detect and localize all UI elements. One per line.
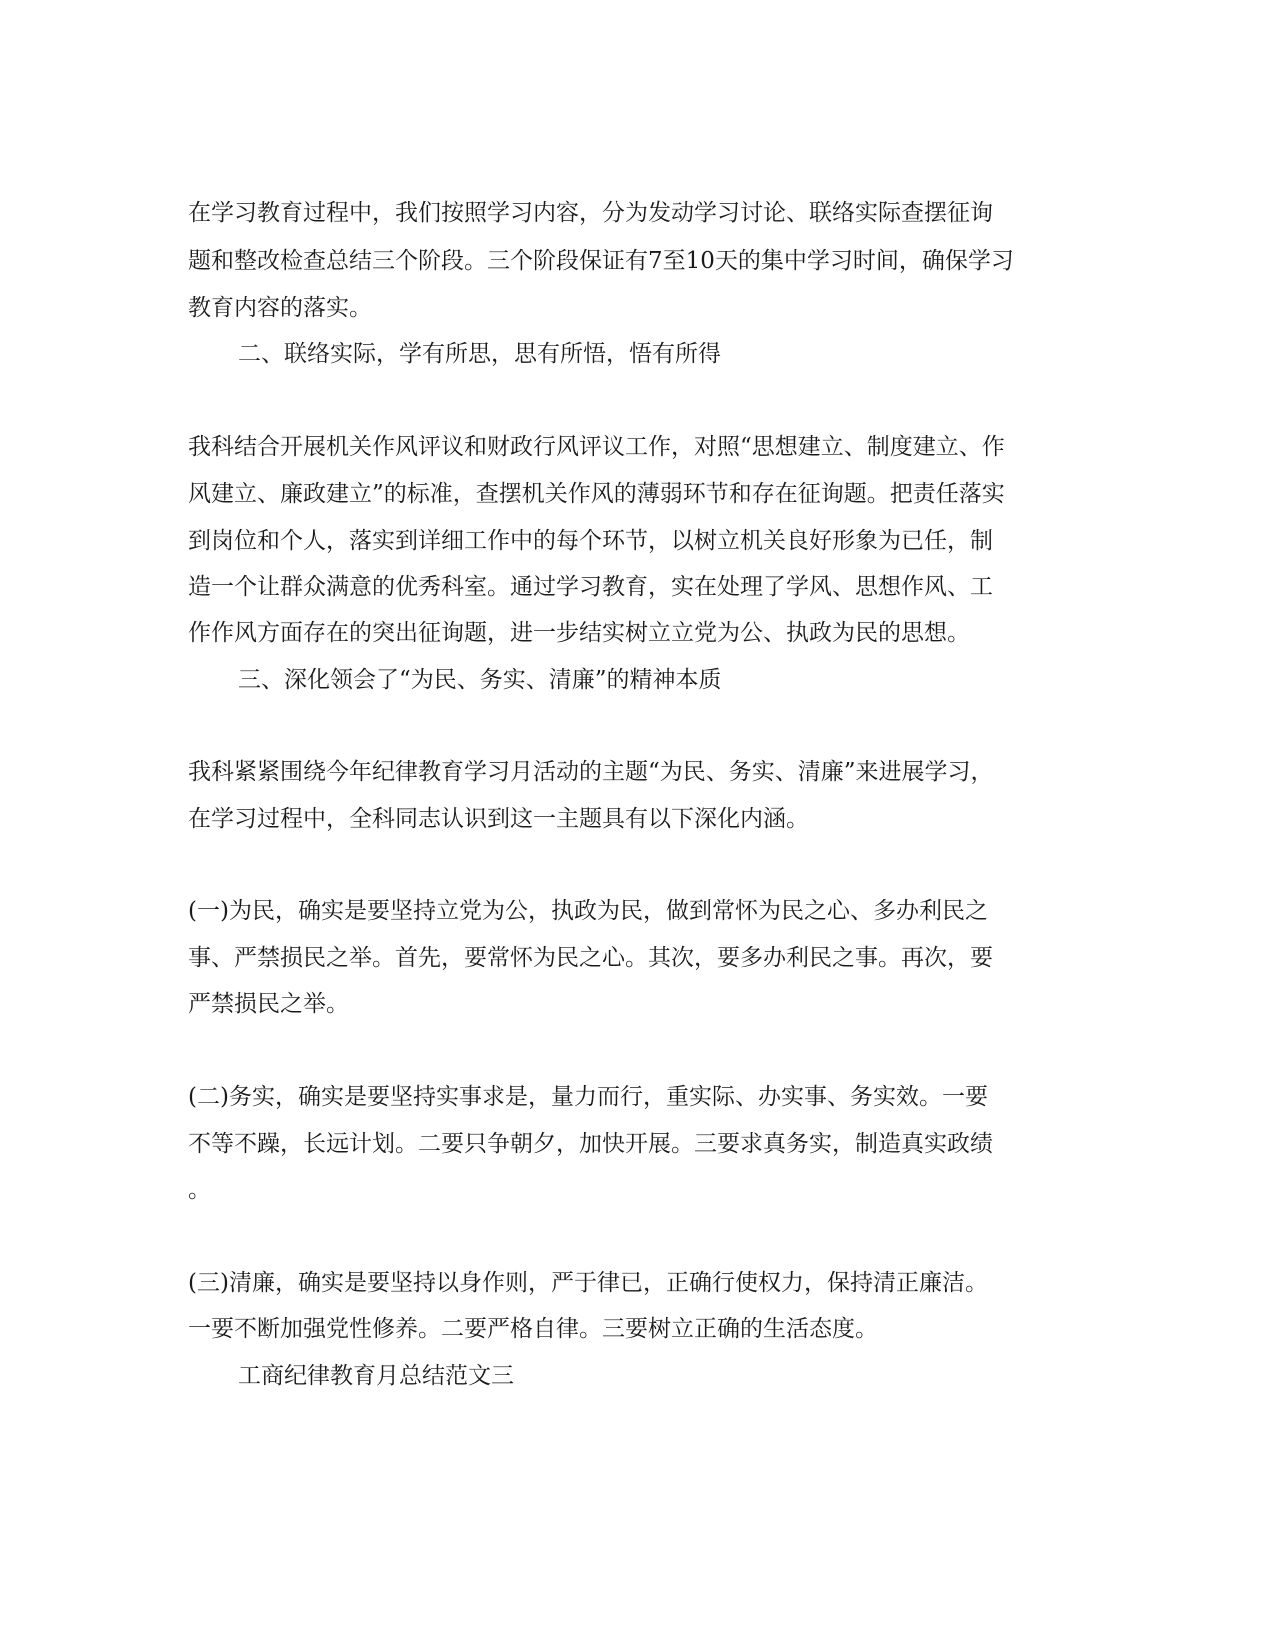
paragraph-2-line-2: 风建立、廉政建立”的标准，查摆机关作风的薄弱环节和存在征询题。把责任落实 bbox=[188, 481, 1005, 507]
paragraph-1-line-2: 题和整改检查总结三个阶段。三个阶段保证有7至10天的集中学习时间，确保学习 bbox=[188, 248, 1014, 274]
paragraph-2-line-5: 作作风方面存在的突出征询题，进一步结实树立立党为公、执政为民的思想。 bbox=[188, 620, 970, 646]
paragraph-4-line-3: 严禁损民之举。 bbox=[188, 991, 349, 1017]
paragraph-2-line-1: 我科结合开展机关作风评议和财政行风评议工作，对照“思想建立、制度建立、作 bbox=[188, 434, 1005, 460]
paragraph-5-line-3: 。 bbox=[188, 1177, 211, 1203]
paragraph-5-line-1: (二)务实，确实是要坚持实事求是，量力而行，重实际、办实事、务实效。一要 bbox=[188, 1084, 988, 1110]
paragraph-4-line-1: (一)为民，确实是要坚持立党为公，执政为民，做到常怀为民之心、多办利民之 bbox=[188, 898, 988, 924]
paragraph-1-line-1: 在学习教育过程中，我们按照学习内容，分为发动学习讨论、联络实际查摆征询 bbox=[188, 200, 993, 226]
paragraph-2-line-4: 造一个让群众满意的优秀科室。通过学习教育，实在处理了学风、思想作风、工 bbox=[188, 574, 993, 600]
paragraph-1-line-3: 教育内容的落实。 bbox=[188, 295, 372, 321]
paragraph-6-line-1: (三)清廉，确实是要坚持以身作则，严于律已，正确行使权力，保持清正廉洁。 bbox=[188, 1270, 988, 1296]
paragraph-3-line-2: 在学习过程中，全科同志认识到这一主题具有以下深化内涵。 bbox=[188, 806, 809, 832]
paragraph-5-line-2: 不等不躁，长远计划。二要只争朝夕，加快开展。三要求真务实，制造真实政绩 bbox=[188, 1131, 993, 1157]
paragraph-2-line-3: 到岗位和个人，落实到详细工作中的每个环节，以树立机关良好形象为已任，制 bbox=[188, 528, 993, 554]
paragraph-4-line-2: 事、严禁损民之举。首先，要常怀为民之心。其次，要多办利民之事。再次，要 bbox=[188, 945, 993, 971]
paragraph-6-line-2: 一要不断加强党性修养。二要严格自律。三要树立正确的生活态度。 bbox=[188, 1316, 878, 1342]
section-heading-3: 三、深化领会了“为民、务实、清廉”的精神本质 bbox=[238, 667, 722, 693]
section-heading-2: 二、联络实际，学有所思，思有所悟，悟有所得 bbox=[238, 341, 721, 367]
paragraph-3-line-1: 我科紧紧围绕今年纪律教育学习月活动的主题“为民、务实、清廉”来进展学习， bbox=[188, 759, 994, 785]
section-heading-4: 工商纪律教育月总结范文三 bbox=[238, 1363, 514, 1389]
